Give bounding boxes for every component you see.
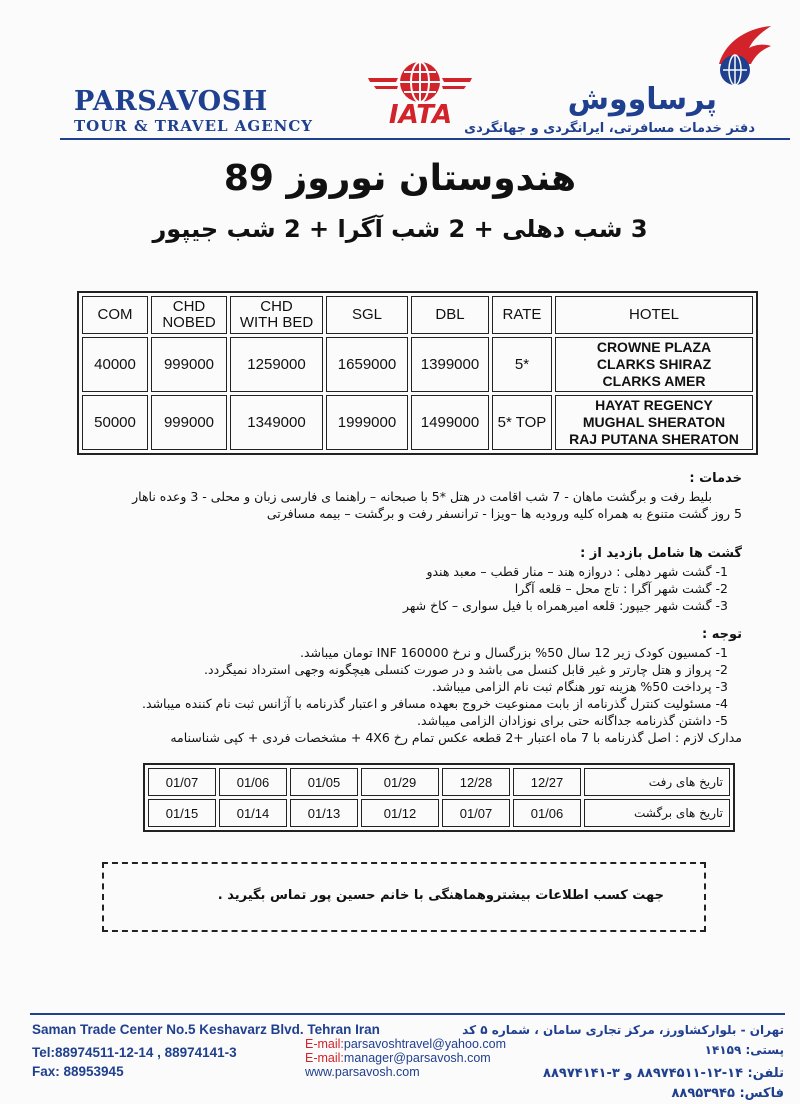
- col-header-com: COM: [82, 296, 148, 334]
- iata-logo: [368, 60, 473, 130]
- date-cell: 01/12: [361, 799, 439, 827]
- table-row: [82, 395, 753, 450]
- fax-fa: فاکس: ۸۸۹۵۳۹۴۵: [671, 1086, 784, 1101]
- brand-fa-name: پرساووش: [567, 82, 717, 117]
- cell-hotel: HAYAT REGENCY MUGHAL SHERATON RAJ PUTANA SHERATON: [555, 395, 753, 450]
- list-item: 5- داشتن گذرنامه جداگانه حتی برای نوزادان الزامی میباشد.: [416, 713, 728, 728]
- cell-chd-nobed: 999000: [151, 337, 227, 392]
- date-cell: 01/07: [442, 799, 510, 827]
- footer-divider: [30, 1013, 785, 1015]
- cell-sgl: 1999000: [326, 395, 408, 450]
- departure-label: تاریخ های رفت: [584, 768, 730, 796]
- contact-note-box: [102, 862, 706, 932]
- cell-com: 50000: [82, 395, 148, 450]
- dates-table: [143, 763, 735, 832]
- email-link[interactable]: manager@parsavosh.com: [343, 1051, 491, 1065]
- col-header-hotel: HOTEL: [555, 296, 753, 334]
- services-line: 5 روز گشت متنوع به همراه کلیه ورودیه ها –ویزا - ترانسفر رفت و برگشت – بیمه مسافرتی: [266, 506, 742, 521]
- table-row: [148, 799, 730, 827]
- list-item: 4- مسئولیت کنترل گذرنامه از بابت ممنوعیت خروج بعهده مسافر و اعتبار گذرنامه با آژانس ثبت نام کننده میباشد.: [142, 696, 728, 711]
- services-line: بلیط رفت و برگشت ماهان - 7 شب اقامت در هتل *5 با صبحانه – راهنما ی فارسی زبان و محلی - 3 وعده ناهار: [132, 489, 712, 504]
- cell-chd-nobed: 999000: [151, 395, 227, 450]
- notes-heading: توجه :: [701, 627, 742, 642]
- col-header-dbl: DBL: [411, 296, 489, 334]
- cell-chd-withbed: 1349000: [230, 395, 323, 450]
- contact-note: جهت کسب اطلاعات بیشتروهماهنگی با خانم حسین پور تماس بگیرید .: [217, 888, 664, 903]
- cell-dbl: 1499000: [411, 395, 489, 450]
- page-title: هندوستان نوروز 89: [223, 158, 577, 199]
- cell-dbl: 1399000: [411, 337, 489, 392]
- date-cell: 12/28: [442, 768, 510, 796]
- col-header-chd-withbed: CHD WITH BED: [230, 296, 323, 334]
- address-en: Saman Trade Center No.5 Keshavarz Blvd. Tehran Iran: [32, 1022, 380, 1037]
- tel-fa: تلفن: ۱۴-۱۲-۸۸۹۷۴۵۱۱ و ۳-۸۸۹۷۴۱۴۱: [543, 1066, 784, 1081]
- tours-heading: گشت ها شامل بازدید از :: [580, 546, 742, 561]
- col-header-chd-nobed: CHD NOBED: [151, 296, 227, 334]
- price-table: [77, 291, 758, 455]
- list-item: 3- گشت شهر جیپور: قلعه امیرهمراه با فیل سواری – کاخ شهر: [402, 598, 728, 613]
- date-cell: 01/13: [290, 799, 358, 827]
- iata-globe-icon: [368, 60, 473, 104]
- page-subtitle: 3 شب دهلی + 2 شب آگرا + 2 شب جیپور: [152, 215, 648, 243]
- list-item: 2- پرواز و هتل چارتر و غیر قابل کنسل می باشد و در صورت کنسلی هیچگونه وجهی استرداد نمیگردد.: [204, 662, 728, 677]
- email-link[interactable]: parsavoshtravel@yahoo.com: [343, 1037, 506, 1051]
- list-item: 2- گشت شهر آگرا : تاج محل – قلعه آگرا: [514, 581, 728, 596]
- iata-text: IATA: [388, 100, 453, 130]
- cell-chd-withbed: 1259000: [230, 337, 323, 392]
- date-cell: 01/05: [290, 768, 358, 796]
- list-item: 1- کمسیون کودک زیر 12 سال 50% بزرگسال و نرخ INF 160000 تومان میباشد.: [299, 645, 728, 660]
- date-cell: 01/14: [219, 799, 287, 827]
- price-table-header-row: [82, 296, 753, 334]
- services-section: [22, 470, 742, 522]
- services-heading: خدمات :: [689, 471, 742, 486]
- date-cell: 01/15: [148, 799, 216, 827]
- tel-en: Tel:88974511-12-14 , 88974141-3: [32, 1045, 237, 1060]
- brand-english: [74, 88, 334, 135]
- list-item: 3- پرداخت 50% هزینه تور هنگام ثبت نام الزامی میباشد.: [431, 679, 728, 694]
- header-divider: [60, 138, 790, 140]
- brand-en-name: PARSAVOSH: [74, 86, 268, 117]
- cell-rate: 5*: [492, 337, 552, 392]
- brand-en-sub: TOUR & TRAVEL AGENCY: [74, 117, 314, 135]
- cell-com: 40000: [82, 337, 148, 392]
- date-cell: 01/07: [148, 768, 216, 796]
- table-row: [148, 768, 730, 796]
- fax-en: Fax: 88953945: [32, 1064, 124, 1079]
- list-item: 1- گشت شهر دهلی : دروازه هند – منار قطب – معبد هندو: [426, 564, 728, 579]
- website-link[interactable]: www.parsavosh.com: [305, 1065, 420, 1079]
- notes-section: [22, 626, 742, 746]
- table-row: [82, 337, 753, 392]
- footer-persian: [424, 1020, 784, 1104]
- cell-hotel: CROWNE PLAZA CLARKS SHIRAZ CLARKS AMER: [555, 337, 753, 392]
- date-cell: 12/27: [513, 768, 581, 796]
- required-documents: مدارک لازم : اصل گذرنامه با 7 ماه اعتبار +2 قطعه عکس تمام رخ 4X6 + مشخصات فردی + کپی شناسنامه: [170, 730, 742, 745]
- brand-fa-sub: دفتر خدمات مسافرتی، ایرانگردی و جهانگردی: [464, 121, 755, 136]
- date-cell: 01/29: [361, 768, 439, 796]
- col-header-sgl: SGL: [326, 296, 408, 334]
- cell-rate: 5* TOP: [492, 395, 552, 450]
- col-header-rate: RATE: [492, 296, 552, 334]
- return-label: تاریخ های برگشت: [584, 799, 730, 827]
- cell-sgl: 1659000: [326, 337, 408, 392]
- email-label: E-mail:: [305, 1051, 344, 1065]
- date-cell: 01/06: [219, 768, 287, 796]
- tours-section: [22, 545, 742, 614]
- email-label: E-mail:: [305, 1037, 344, 1051]
- brand-persian: [464, 24, 775, 136]
- date-cell: 01/06: [513, 799, 581, 827]
- address-fa: تهران - بلوارکشاورز، مرکز تجاری سامان ، شماره ۵ کد پستی: ۱۴۱۵۹: [462, 1023, 784, 1057]
